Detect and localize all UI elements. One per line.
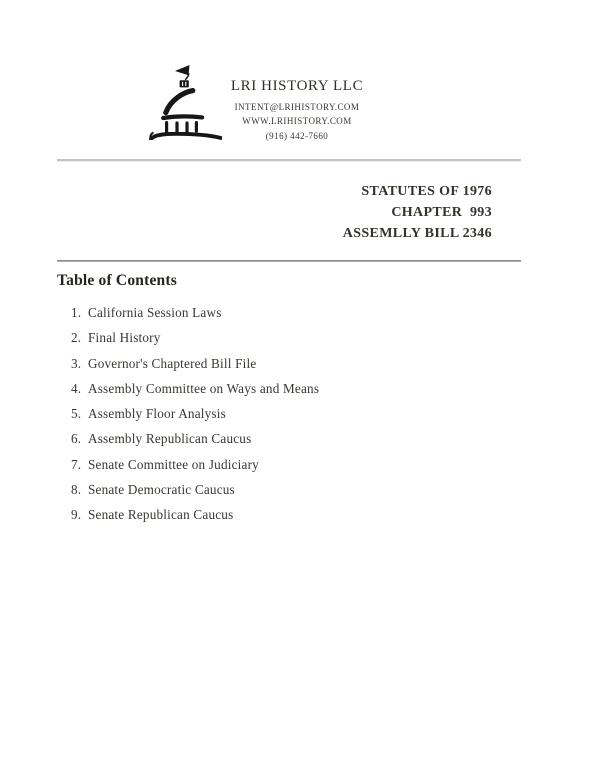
toc-item-label: California Session Laws [88,305,222,320]
company-phone: (916) 442-7660 [265,130,329,141]
toc-item-number: 6. [71,431,82,447]
toc-item [71,357,319,371]
toc-item-number: 8. [71,482,82,498]
toc-item-number: 1. [71,305,82,320]
toc-item [71,306,319,320]
toc-heading: Table of Contents [57,272,177,289]
toc-item [71,432,319,446]
toc-item-number: 7. [71,456,82,472]
toc-item-number: 9. [71,507,82,523]
toc-item-label: Assembly Committee on Ways and Means [88,380,320,396]
toc-item-label: Assembly Republican Caucus [88,431,252,447]
chapter-line: CHAPTER 993 [391,205,492,220]
toc-item [71,331,319,345]
letterhead [197,77,397,143]
toc-item-label: Senate Committee on Judiciary [88,456,259,472]
bill-line: ASSEMLLY BILL 2346 [342,226,492,241]
statutes-line: STATUTES OF 1976 [361,184,492,199]
toc-item [71,407,319,421]
toc-item [71,483,319,497]
toc-item [71,458,319,472]
toc-item-number: 3. [71,355,82,371]
toc-item-number: 2. [71,330,82,346]
toc-list [71,306,319,534]
toc-item [71,382,319,396]
toc-item-label: Senate Democratic Caucus [88,482,235,498]
toc-item-label: Senate Republican Caucus [88,507,234,523]
company-name: LRI HISTORY LLC [230,78,364,94]
company-website: WWW.LRIHISTORY.COM [242,116,352,127]
toc-item-label: Final History [88,330,161,346]
toc-item-label: Assembly Floor Analysis [88,406,226,422]
company-email: INTENT@LRIHISTORY.COM [234,102,360,112]
toc-item-number: 5. [71,406,82,422]
toc-item-label: Governor's Chaptered Bill File [88,355,257,371]
toc-item [71,508,319,522]
header-divider [57,159,521,162]
reference-divider [57,260,521,262]
toc-item-number: 4. [71,380,82,396]
statute-reference-block [343,181,492,244]
